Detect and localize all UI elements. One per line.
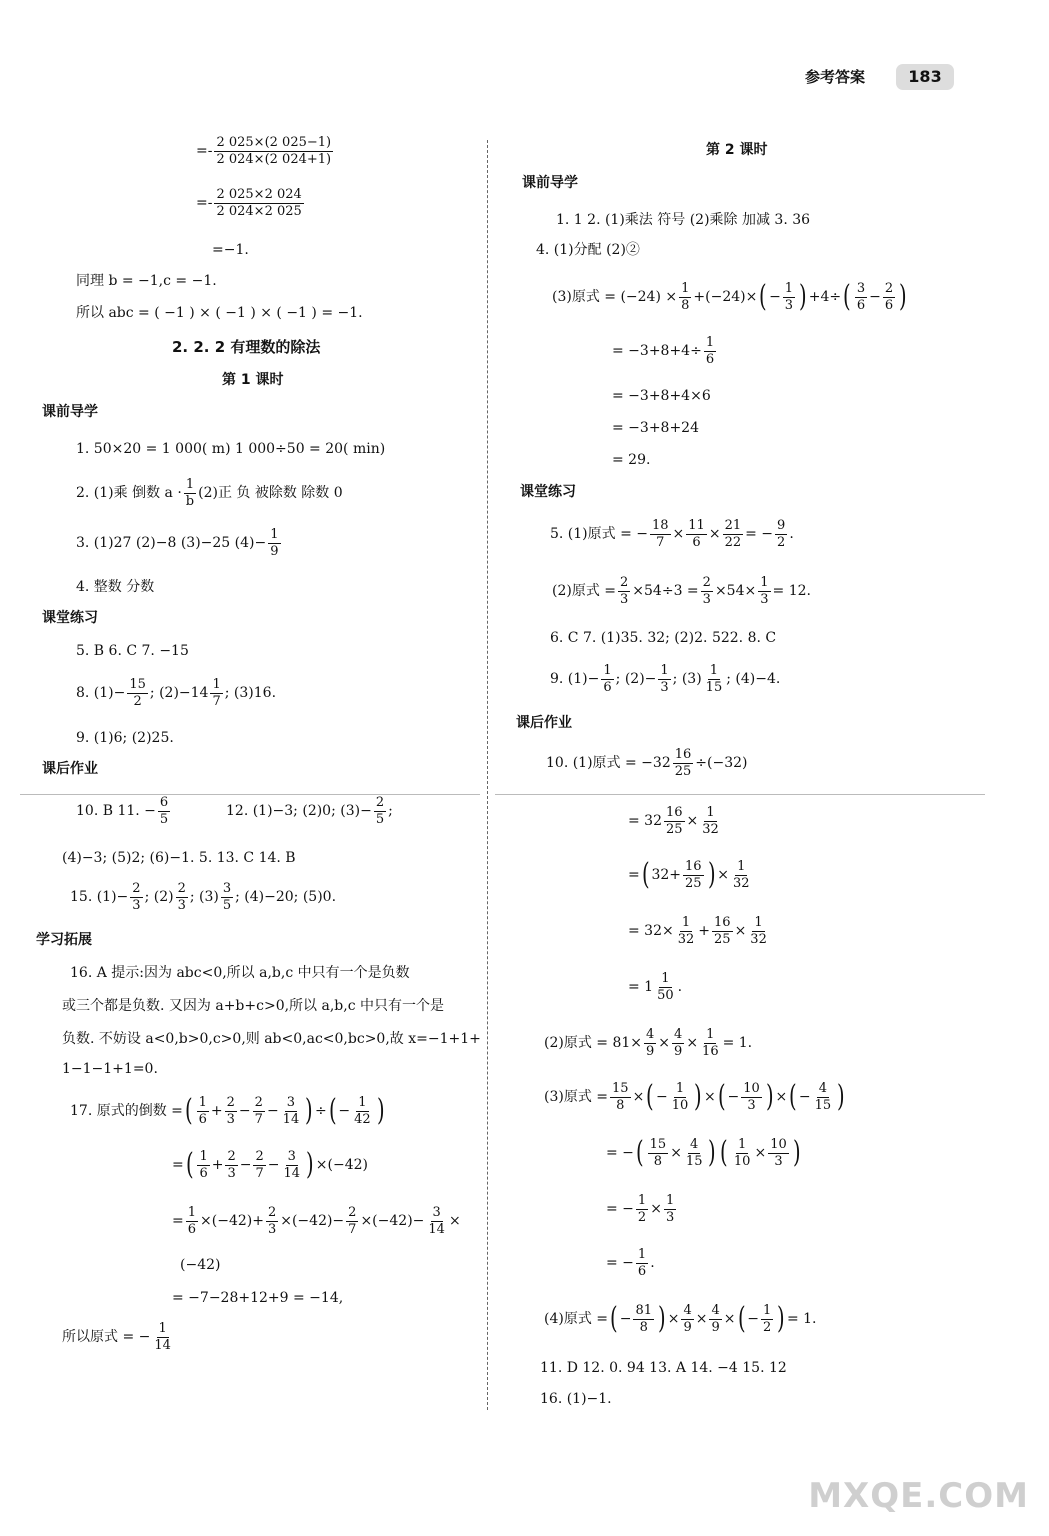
r-answer-11-15: 11. D 12. 0. 94 13. A 14. −4 15. 12: [540, 1360, 787, 1376]
answer-3: 3. (1)27 (2)−8 (3)−25 (4)− $\frac{1}{9}$: [76, 527, 279, 559]
r-answer-10-e2: =( 32+ $\frac{16}{25}$ ) × $\frac{1}{32}$: [628, 857, 750, 893]
answer-15: 15. (1)− $\frac{2}{3}$ ; (2) $\frac{2}{3}$ ; (3) $\frac{3}{5}$ ; (4)−20; (5)0.: [70, 881, 337, 913]
answer-2: 2. (1)乘 倒数 a · $\frac{1}{b}$ (2)正 负 被除数 除数 0: [76, 477, 343, 509]
answer-1: 1. 50×20 = 1 000( m) 1 000÷50 = 20( min): [76, 441, 386, 457]
answer-16-l1: 16. A 提示:因为 abc<0,所以 a,b,c 中只有一个是负数: [70, 965, 410, 981]
page-number: 183: [896, 64, 954, 90]
answer-10-11: 10. B 11. − $\frac{6}{5}$: [76, 795, 169, 827]
r-answer-5-2: (2)原式 = $\frac{2}{3}$ ×54÷3 = $\frac{2}{3}$ ×54× $\frac{1}{3}$ = 12.: [552, 575, 811, 607]
text-same: 同理 b = −1,c = −1.: [76, 273, 217, 289]
watermark: MXQE.COM: [808, 1476, 1029, 1516]
r-answer-10-3e3: = − $\frac{1}{6}$ .: [606, 1247, 655, 1279]
answer-16-l4: 1−1−1+1=0.: [62, 1061, 158, 1077]
r-answer-4-e3: = −3+8+24: [612, 420, 700, 436]
section-title: 2. 2. 2 有理数的除法: [172, 338, 321, 356]
r-answer-4-e4: = 29.: [612, 452, 651, 468]
answer-17-line2: =( $\frac{1}{6}$ + $\frac{2}{3}$ − $\frac{2}{7}$ − $\frac{3}{14}$ ) ×(−42): [172, 1147, 368, 1183]
r-answer-4: 4. (1)分配 (2)②: [536, 242, 640, 258]
answer-9: 9. (1)6; (2)25.: [76, 730, 174, 746]
answer-16-l2: 或三个都是负数. 又因为 a+b+c>0,所以 a,b,c 中只有一个是: [62, 998, 444, 1014]
heading-prestudy: 课前导学: [42, 404, 98, 420]
r-answer-10-3e2: = − $\frac{1}{2}$ × $\frac{1}{3}$: [606, 1193, 675, 1225]
answer-4: 4. 整数 分数: [76, 579, 155, 595]
answer-17-line5: = −7−28+12+9 = −14,: [172, 1290, 344, 1306]
answer-17-line1: 17. 原式的倒数 =( $\frac{1}{6}$ + $\frac{2}{3}$ − $\frac{2}{7}$ − $\frac{3}{14}$ ) ÷( − $\frac{1}{42}$ ): [70, 1093, 385, 1129]
eq-line-3: =−1.: [212, 242, 249, 258]
r-answer-4-e1: = −3+8+4÷ $\frac{1}{6}$: [612, 335, 715, 367]
answer-12: 12. (1)−3; (2)0; (3)− $\frac{2}{5}$ ;: [226, 795, 393, 827]
r-answer-9: 9. (1)− $\frac{1}{6}$ ; (2)− $\frac{1}{3}$ ; (3) $\frac{1}{15}$ ; (4)−4.: [550, 663, 781, 695]
eq-line-2: =- $\frac{2 025\times 2 024}{2 024\times 2 025}$: [196, 187, 302, 219]
heading-extension: 学习拓展: [36, 932, 92, 948]
text-abc: 所以 abc = ( −1 ) × ( −1 ) × ( −1 ) = −1.: [76, 305, 363, 321]
eq-line-1: =- $\frac{2 025\times(2 025-1)}{2 024\times(2 024+1)}$: [196, 135, 332, 167]
r-answer-1-3: 1. 1 2. (1)乘法 符号 (2)乘除 加减 3. 36: [556, 212, 811, 228]
r-answer-4-3: (3)原式 = (−24) × $\frac{1}{8}$ +(−24)×( − $\frac{1}{3}$ ) +4÷( $\frac{3}{6}$ − $\frac{2}{6}$ ): [552, 279, 907, 315]
heading-prestudy-2: 课前导学: [522, 175, 578, 191]
r-answer-5-1: 5. (1)原式 = − $\frac{18}{7}$ × $\frac{11}{6}$ × $\frac{21}{22}$ = − $\frac{9}{2}$ .: [550, 518, 794, 550]
heading-homework: 课后作业: [42, 761, 98, 777]
r-answer-10-4: (4)原式 =( − $\frac{81}{8}$ ) × $\frac{4}{9}$ × $\frac{4}{9}$ ×( − $\frac{1}{2}$ ) = 1.: [544, 1301, 817, 1337]
r-answer-10-e4: = 1 $\frac{1}{50}$ .: [628, 971, 683, 1003]
heading-homework-2: 课后作业: [516, 715, 572, 731]
fold-line-left: [20, 794, 480, 795]
fold-line-right: [495, 794, 985, 795]
r-answer-10-e3: = 32× $\frac{1}{32}$ + $\frac{16}{25}$ × $\frac{1}{32}$: [628, 915, 767, 947]
r-answer-16: 16. (1)−1.: [540, 1391, 612, 1407]
answer-5-7: 5. B 6. C 7. −15: [76, 643, 189, 659]
r-answer-10-3e1: = −( $\frac{15}{8}$ × $\frac{4}{15}$ ) ( $\frac{1}{10}$ × $\frac{10}{3}$ ): [606, 1135, 801, 1171]
answer-8: 8. (1)− $\frac{15}{2}$ ; (2)−14 $\frac{1}{7}$ ; (3)16.: [76, 677, 277, 709]
r-answer-6-8: 6. C 7. (1)35. 32; (2)2. 522. 8. C: [550, 630, 777, 646]
r-answer-10-2: (2)原式 = 81× $\frac{4}{9}$ × $\frac{4}{9}$ × $\frac{1}{16}$ = 1.: [544, 1027, 753, 1059]
column-divider: [487, 140, 488, 1410]
r-answer-4-e2: = −3+8+4×6: [612, 388, 711, 404]
answer-17-line3: = $\frac{1}{6}$ ×(−42)+ $\frac{2}{3}$ ×(−42)− $\frac{2}{7}$ ×(−42)− $\frac{3}{14}$ ×: [172, 1205, 461, 1237]
answer-16-l3: 负数. 不妨设 a<0,b>0,c>0,则 ab<0,ac<0,bc>0,故 x=−1+1+: [62, 1031, 481, 1047]
header-label: 参考答案: [805, 68, 866, 86]
heading-class-practice-2: 课堂练习: [520, 484, 576, 500]
answer-12-cont: (4)−3; (5)2; (6)−1. 5. 13. C 14. B: [62, 850, 296, 866]
r-answer-10-1: 10. (1)原式 = −32 $\frac{16}{25}$ ÷(−32): [546, 747, 748, 779]
lesson-title: 第 1 课时: [222, 372, 284, 388]
lesson-2-title: 第 2 课时: [706, 142, 768, 158]
answer-17-line4: (−42): [180, 1257, 221, 1273]
heading-class-practice: 课堂练习: [42, 610, 98, 626]
answer-17-final: 所以原式 = − $\frac{1}{14}$: [62, 1321, 171, 1353]
r-answer-10-e1: = 32 $\frac{16}{25}$ × $\frac{1}{32}$: [628, 805, 719, 837]
r-answer-10-3: (3)原式 = $\frac{15}{8}$ ×( − $\frac{1}{10}$ ) ×( − $\frac{10}{3}$ ) ×( − $\frac{4}{15}$ ): [544, 1079, 845, 1115]
